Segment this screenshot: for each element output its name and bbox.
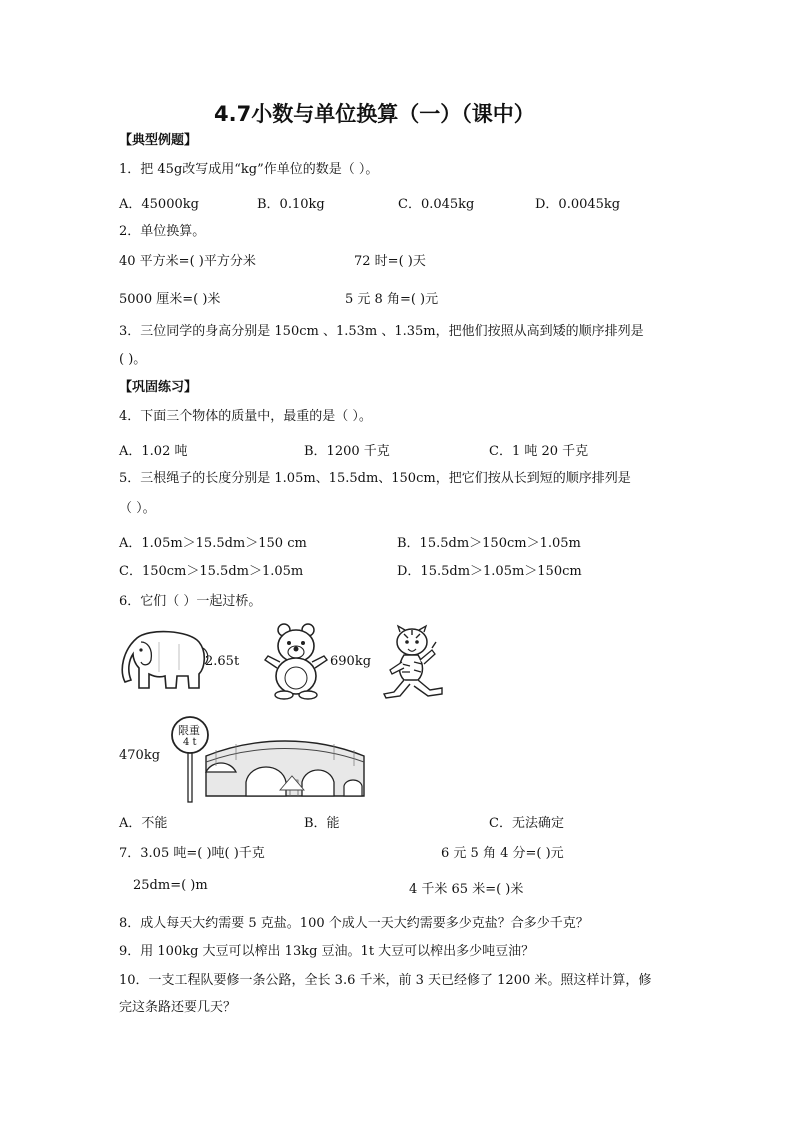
q8-text: 8．成人每天大约需要 5 克盐。100 个成人一天大约需要多少克盐？合多少千克？ [119,916,589,931]
q6-option-b: B．能 [304,816,340,831]
section-heading-practice: 【巩固练习】 [119,380,198,395]
q5-line2: （ ）。 [119,501,156,516]
q4-option-b: B．1200 千克 [304,444,390,459]
bear-icon [262,622,330,700]
q4-option-c: C．1 吨 20 千克 [489,444,589,459]
tiger-weight: 470kg [119,748,161,763]
q7-row1-right: 6 元 5 角 4 分=( )元 [441,846,564,861]
elephant-weight: 2.65t [205,654,240,669]
sign-text-weight: 4 t [183,737,197,748]
q6-option-c: C．无法确定 [489,816,564,831]
bridge-icon [206,736,364,796]
q5-option-a: A．1.05m＞15.5dm＞150 cm [119,536,307,551]
q5-option-c: C．150cm＞15.5dm＞1.05m [119,564,304,579]
q1-option-a: A．45000kg [119,197,199,212]
q7-row2-left: 25dm=( )m [133,878,208,893]
page-title: 4.7小数与单位换算（一）（课中） [214,102,535,126]
q5-option-d: D．15.5dm＞1.05m＞150cm [397,564,582,579]
section-heading-typical: 【典型例题】 [119,133,198,148]
bear-weight: 690kg [330,654,372,669]
q2-row1-right: 72 时=( )天 [354,254,426,269]
q9-text: 9．用 100kg 大豆可以榨出 13kg 豆油。1t 大豆可以榨出多少吨豆油？ [119,944,535,959]
q5-option-b: B．15.5dm＞150cm＞1.05m [397,536,581,551]
q3-line2: ( )。 [119,352,147,367]
q10-line1: 10．一支工程队要修一条公路，全长 3.6 千米，前 3 天已经修了 1200 米。照这样计算，修 [119,973,652,988]
tiger-icon [380,624,448,700]
q1-stem: 1．把 45g改写成用“kg”作单位的数是（ ）。 [119,162,379,177]
q2-stem: 2．单位换算。 [119,224,206,239]
q2-row1-left: 40 平方米=( )平方分米 [119,254,256,269]
q2-row2-right: 5 元 8 角=( )元 [345,292,439,307]
q1-option-b: B．0.10kg [257,197,325,212]
q5-line1: 5．三根绳子的长度分别是 1.05m、15.5dm、150cm，把它们按从长到短的顺序排列是 [119,471,631,486]
q7-row2-right: 4 千米 65 米=( )米 [409,882,524,897]
q3-line1: 3．三位同学的身高分别是 150cm 、1.53m 、1.35m，把他们按照从高到矮的顺序排列是 [119,324,644,339]
sign-text-limit: 限重 [178,724,200,737]
q1-option-c: C．0.045kg [398,197,475,212]
q6-stem: 6．它们（ ）一起过桥。 [119,594,262,609]
q2-row2-left: 5000 厘米=( )米 [119,292,221,307]
q7-row1-left: 7．3.05 吨=( )吨( )千克 [119,846,265,861]
elephant-icon [119,628,211,690]
q1-option-d: D．0.0045kg [535,197,621,212]
q4-stem: 4．下面三个物体的质量中，最重的是（ ）。 [119,409,372,424]
q4-option-a: A．1.02 吨 [119,444,188,459]
q6-option-a: A．不能 [119,816,168,831]
q10-line2: 完这条路还要几天？ [119,1000,237,1015]
